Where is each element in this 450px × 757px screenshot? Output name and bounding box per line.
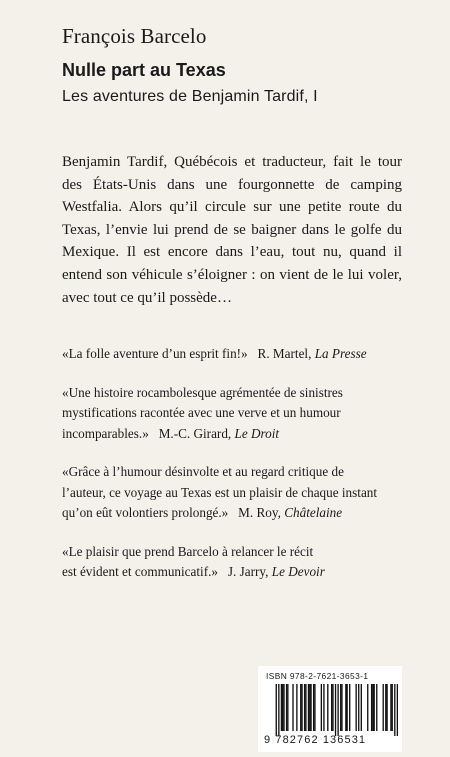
quote-source: R. Martel,: [257, 346, 312, 361]
barcode-bar: [332, 684, 333, 731]
barcode-bar: [331, 684, 332, 731]
summary-line: avec tout ce qu’il possède…: [62, 289, 232, 306]
series-subtitle: Les aventures de Benjamin Tardif, I: [62, 88, 318, 105]
quote-text: «La folle aventure d’un esprit fin!»: [62, 346, 248, 361]
barcode-bar: [371, 684, 372, 731]
barcode-bar: [308, 684, 309, 731]
barcode-bar: [314, 684, 315, 731]
quote-text: mystifications racontée avec une verve et un humour: [62, 405, 341, 420]
press-quote: [62, 462, 402, 524]
barcode-bar: [327, 684, 328, 731]
summary-line: Texas, l’envie lui prend de se baigner dans le golfe du: [62, 221, 402, 238]
author-name: François Barcelo: [62, 24, 207, 48]
barcode-bar: [304, 684, 305, 731]
barcode-bar: [282, 684, 283, 731]
barcode-bar: [397, 684, 398, 736]
quote-text: est évident et communicatif.»: [62, 564, 219, 579]
press-quote: [62, 383, 402, 445]
barcode-bar: [358, 684, 359, 731]
quote-text: l’auteur, ce voyage au Texas est un plaisir de chaque instant: [62, 484, 378, 500]
barcode-bar: [355, 684, 356, 731]
barcode-bar: [386, 684, 387, 731]
book-title: Nulle part au Texas: [62, 60, 226, 80]
summary-line: Mexique. Il est encore dans l’eau, tout nu, quand il: [62, 244, 402, 261]
quote-text: «Une histoire rocambolesque agrémentée de sinistres: [62, 384, 343, 400]
barcode-bar: [283, 684, 284, 731]
press-quote: [62, 542, 402, 583]
quote-text: incomparables.»: [62, 425, 149, 441]
quote-text: «Grâce à l’humour désinvolte et au regard critique de: [62, 464, 344, 479]
summary-line: Benjamin Tardif, Québécois et traducteur, fait le tour: [62, 154, 402, 170]
barcode-bar: [278, 684, 279, 736]
barcode-bar: [340, 684, 341, 731]
barcode-bar: [292, 684, 293, 731]
barcode-bar: [281, 684, 282, 731]
barcode-bar: [346, 684, 347, 731]
quote-publication: Le Droit: [234, 425, 280, 441]
barcode-bar: [287, 684, 288, 731]
quote-text: qu’on eût volontiers prolongé.»: [62, 505, 229, 520]
barcode-icon: [264, 684, 398, 736]
barcode-bar: [335, 684, 336, 736]
barcode-bar: [361, 684, 362, 731]
press-quote: [62, 344, 402, 365]
barcode-bar: [305, 684, 306, 731]
barcode-bar: [310, 684, 311, 731]
barcode-bar: [385, 684, 386, 731]
barcode-bar: [300, 684, 301, 731]
quote-publication: Le Devoir: [271, 564, 325, 579]
barcode-bar: [376, 684, 377, 731]
barcode-bar: [337, 684, 338, 736]
barcode-bar: [390, 684, 391, 731]
barcode-digits: 9 782762 136531: [264, 734, 367, 746]
barcode-bar: [313, 684, 314, 731]
quote-source: J. Jarry,: [227, 564, 269, 579]
barcode-bar: [367, 684, 368, 731]
press-quotes: [62, 344, 402, 601]
summary-line: des États-Unis dans une fourgonnette de camping: [62, 176, 402, 193]
book-summary: [62, 151, 402, 309]
barcode-bar: [309, 684, 310, 731]
barcode-bar: [296, 684, 297, 731]
summary-line: Westfalia. Alors qu’il circule sur une petite route du: [62, 199, 402, 216]
barcode-bar: [349, 684, 350, 731]
quote-text: «Le plaisir que prend Barcelo à relancer le récit: [62, 543, 314, 559]
barcode-bar: [323, 684, 324, 731]
barcode-bar: [345, 684, 346, 731]
barcode-bar: [301, 684, 302, 731]
barcode-bar: [321, 684, 322, 731]
quote-source: M.-C. Girard,: [158, 425, 232, 441]
quote-source: M. Roy,: [238, 505, 281, 520]
barcode-bar: [374, 684, 375, 731]
barcode-bar: [383, 684, 384, 731]
isbn-number: ISBN 978-2-7621-3653-1: [266, 671, 369, 681]
barcode-bar: [392, 684, 393, 731]
barcode-bar: [286, 684, 287, 731]
quote-publication: La Presse: [314, 346, 367, 361]
barcode-bar: [394, 684, 395, 736]
barcode-bar: [276, 684, 277, 736]
summary-line: entend son véhicule s’éloigner : on vient de le lui voler,: [62, 266, 402, 283]
barcode-bar: [372, 684, 373, 731]
barcode-bar: [341, 684, 342, 731]
barcode-label: [258, 666, 402, 752]
quote-publication: Châtelaine: [284, 505, 343, 520]
